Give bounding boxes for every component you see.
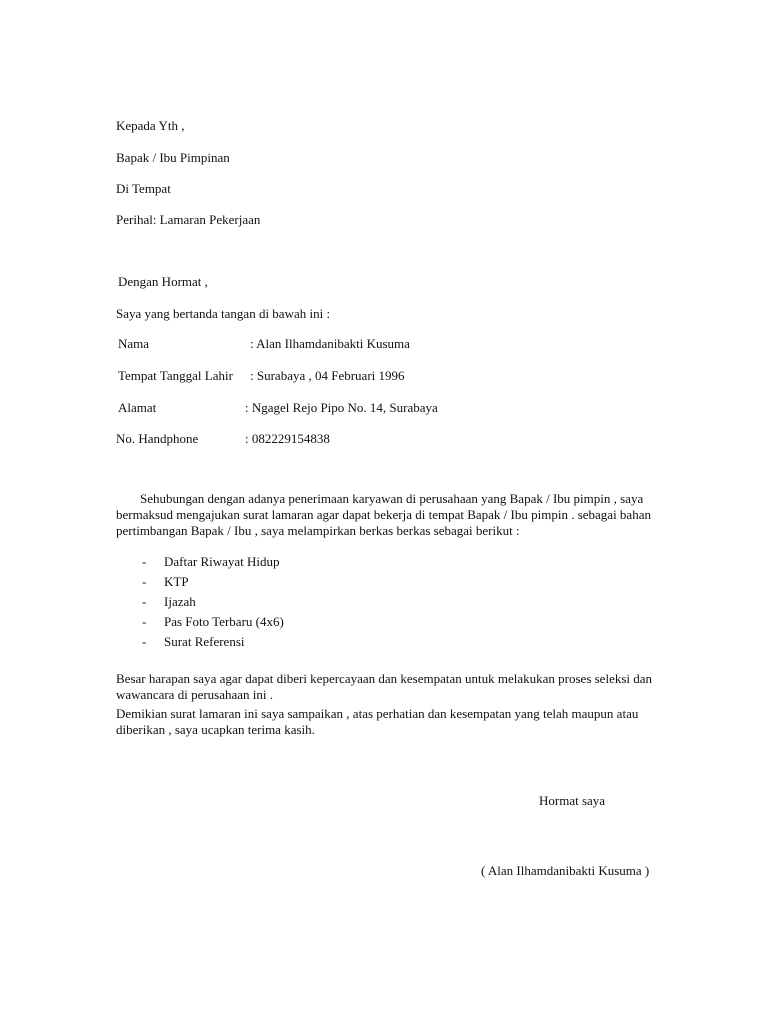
list-item: KTP (164, 574, 189, 589)
addressee-line: Kepada Yth , (116, 118, 185, 133)
list-bullet: - (142, 634, 147, 649)
signoff: Hormat saya (539, 793, 606, 808)
signature-name: ( Alan Ilhamdanibakti Kusuma ) (481, 863, 650, 878)
identity-value-name: : Alan Ilhamdanibakti Kusuma (250, 336, 410, 351)
identity-value-address: : Ngagel Rejo Pipo No. 14, Surabaya (245, 400, 438, 415)
identity-label-phone: No. Handphone (116, 431, 199, 446)
list-bullet: - (142, 554, 147, 569)
intro-line: Saya yang bertanda tangan di bawah ini : (116, 306, 331, 321)
closing-paragraph-hope: Besar harapan saya agar dapat diberi kepercayaan dan kesempatan untuk melakukan proses seleksi dan wawancara di perusahaan ini . (116, 671, 653, 702)
list-item: Surat Referensi (164, 634, 245, 649)
list-bullet: - (142, 594, 147, 609)
list-item: Daftar Riwayat Hidup (164, 554, 280, 569)
list-bullet: - (142, 614, 147, 629)
list-item: Ijazah (164, 594, 196, 609)
closing-paragraph-thanks: Demikian surat lamaran ini saya sampaikan , atas perhatian dan kesempatan yang telah maupun atau diberikan , saya ucapkan terima kasih. (116, 706, 639, 737)
greeting: Dengan Hormat , (118, 274, 208, 289)
place-line: Di Tempat (116, 181, 171, 196)
body-paragraph: Sehubungan dengan adanya penerimaan karyawan di perusahaan yang Bapak / Ibu pimpin , saya bermaksud mengajukan surat lamaran agar dapat bekerja di tempat Bapak / Ibu pimpin . sebagai bahan pertimbangan Bapak / Ibu , saya melampirkan berkas berkas sebagai berikut : (116, 491, 651, 538)
subject-line: Perihal: Lamaran Pekerjaan (116, 212, 261, 227)
recipient-line: Bapak / Ibu Pimpinan (116, 150, 230, 165)
identity-value-birth: : Surabaya , 04 Februari 1996 (250, 368, 405, 383)
identity-label-birth: Tempat Tanggal Lahir (118, 368, 233, 383)
list-bullet: - (142, 574, 147, 589)
identity-label-address: Alamat (118, 400, 157, 415)
identity-label-name: Nama (118, 336, 150, 351)
identity-value-phone: : 082229154838 (245, 431, 330, 446)
list-item: Pas Foto Terbaru (4x6) (164, 614, 284, 629)
